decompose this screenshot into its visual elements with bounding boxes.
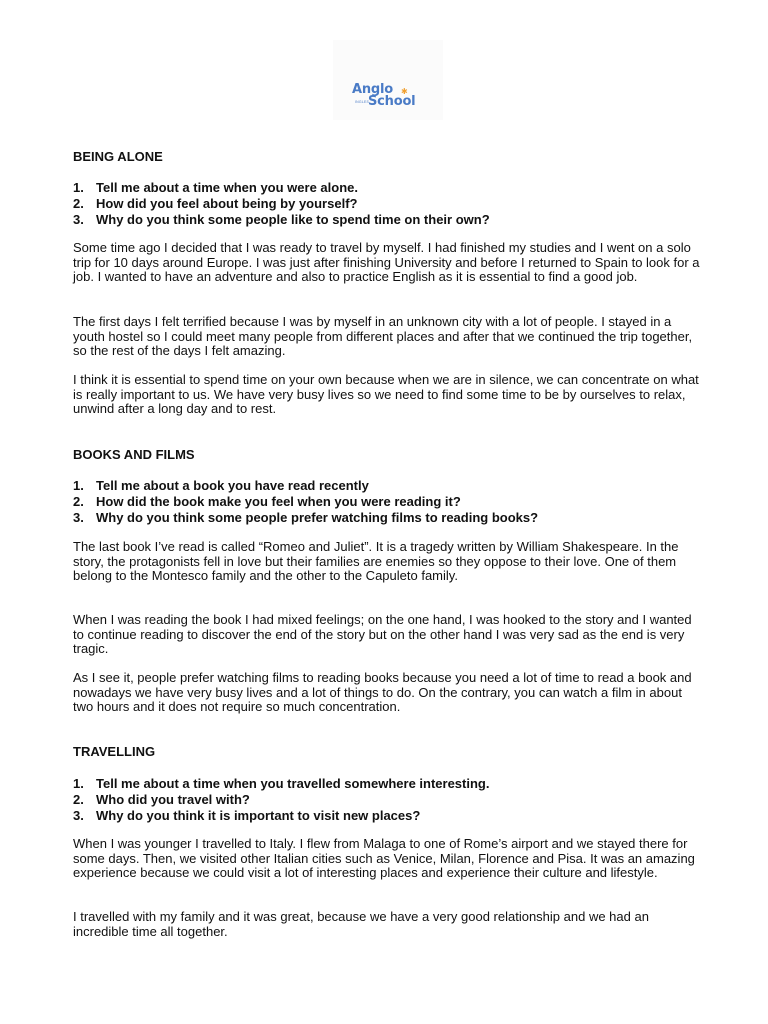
answer-paragraph: The last book I’ve read is called “Romeo and Juliet”. It is a tragedy written by William Shakespeare. In the story, the protagonists fell in love but their families are enemies so they oppose to their love. One of them belong to the Montesco family and the other to the Capuleto family. — [73, 539, 679, 584]
logo-spark-icon: ✱ — [401, 87, 408, 96]
answer-paragraph: When I was reading the book I had mixed feelings; on the one hand, I was hooked to the story and I wanted to continue reading to discover the end of the story but on the other hand I was very sad as the end is very tragic. — [73, 612, 692, 657]
section-heading-travelling: TRAVELLING — [73, 744, 156, 759]
answer-paragraph: I travelled with my family and it was great, because we have a very good relationship and we had an incredible time all together. — [73, 909, 649, 939]
question-list-books-and-films — [73, 478, 703, 526]
anglo-school-logo — [333, 40, 443, 120]
question-item: 3. Why do you think some people prefer watching films to reading books? — [73, 510, 539, 525]
logo-text-tiny: INGLES — [355, 100, 370, 104]
question-item: 2. How did the book make you feel when you were reading it? — [73, 494, 461, 509]
question-list-travelling — [73, 776, 703, 824]
question-list-being-alone — [73, 180, 703, 228]
answer-paragraph: As I see it, people prefer watching films to reading books because you need a lot of time to read a book and nowadays we have very busy lives and a lot of things to do. On the contrary, you can watch a film in about two hours and it does not require so much concentration. — [73, 670, 692, 715]
question-item: 1. Tell me about a time when you were alone. — [73, 180, 358, 195]
answer-paragraph: The first days I felt terrified because I was by myself in an unknown city with a lot of people. I stayed in a youth hostel so I could meet many people from different places and after that we continued the trip together, so the rest of the days I felt amazing. — [73, 314, 693, 359]
question-item: 3. Why do you think it is important to visit new places? — [73, 808, 421, 823]
question-item: 1. Tell me about a book you have read recently — [73, 478, 369, 493]
answer-paragraph: When I was younger I travelled to Italy. I flew from Malaga to one of Rome’s airport and we stayed there for some days. Then, we visited other Italian cities such as Venice, Milan, Florence and Pisa. It was an amazing experience because we could visit a lot of interesting places and experience their culture and lifestyle. — [73, 836, 695, 881]
section-heading-being-alone: BEING ALONE — [73, 149, 163, 164]
answer-paragraph: I think it is essential to spend time on your own because when we are in silence, we can concentrate on what is really important to us. We have very busy lives so we need to find some time to be by ourselves to relax, unwind after a long day and to rest. — [73, 372, 699, 417]
question-item: 3. Why do you think some people like to spend time on their own? — [73, 212, 490, 227]
answer-paragraph: Some time ago I decided that I was ready to travel by myself. I had finished my studies and I went on a solo trip for 10 days around Europe. I was just after finishing University and before I returned to Spain to look for a job. I wanted to have an adventure and also to practice English as it is essential to find a good job. — [73, 240, 700, 285]
question-item: 2. How did you feel about being by yourself? — [73, 196, 358, 211]
question-item: 2. Who did you travel with? — [73, 792, 250, 807]
section-heading-books-and-films: BOOKS AND FILMS — [73, 447, 195, 462]
question-item: 1. Tell me about a time when you travelled somewhere interesting. — [73, 776, 490, 791]
logo-text-anglo: Anglo — [352, 82, 394, 97]
logo-text-school: School — [368, 94, 416, 109]
